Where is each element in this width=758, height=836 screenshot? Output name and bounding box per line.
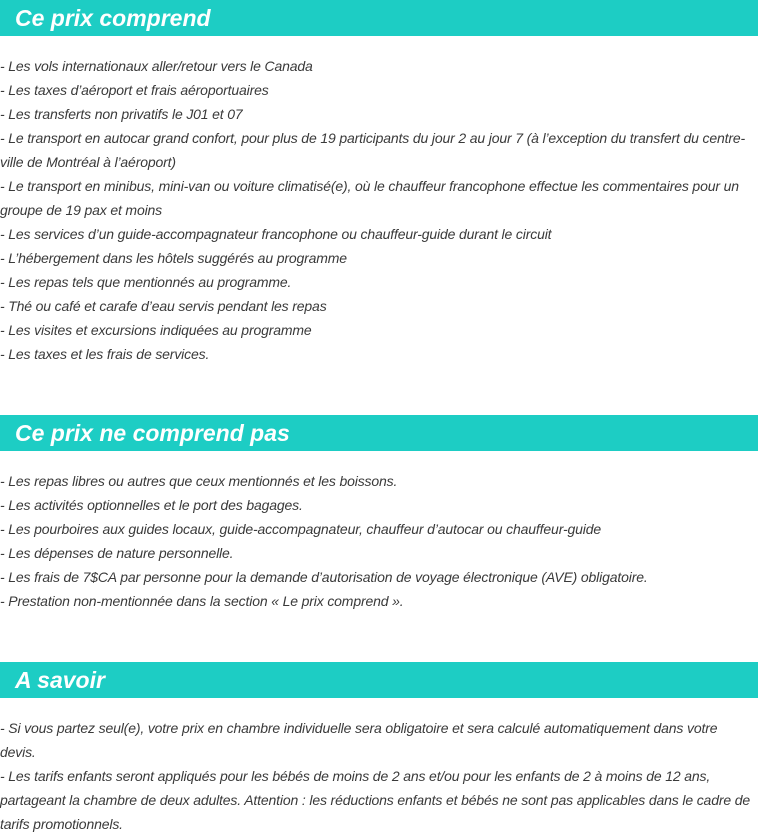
not-included-item: - Prestation non-mentionnée dans la section « Le prix comprend ».: [0, 593, 404, 609]
included-item: - Le transport en minibus, mini-van ou voiture climatisé(e), où le chauffeur francophone effectue les commentaires pour un groupe de 19 pax et moins: [0, 178, 739, 218]
included-list: [0, 54, 756, 366]
good-to-know-item: - Si vous partez seul(e), votre prix en chambre individuelle sera obligatoire et sera calculé automatiquement dans votre devis.: [0, 720, 718, 760]
section-title-included: Ce prix comprend: [15, 5, 211, 31]
included-item: - Le transport en autocar grand confort, pour plus de 19 participants du jour 2 au jour 7 (à l’exception du transfert du centre-ville de Montréal à l’aéroport): [0, 130, 746, 170]
not-included-item: - Les repas libres ou autres que ceux mentionnés et les boissons.: [0, 473, 398, 489]
included-item: - Thé ou café et carafe d’eau servis pendant les repas: [0, 298, 327, 314]
section-header-included: [0, 0, 758, 36]
not-included-item: - Les pourboires aux guides locaux, guide-accompagnateur, chauffeur d’autocar ou chauffeur-guide: [0, 521, 601, 537]
not-included-item: - Les dépenses de nature personnelle.: [0, 545, 234, 561]
not-included-list: [0, 469, 756, 613]
included-item: - Les visites et excursions indiquées au programme: [0, 322, 312, 338]
included-item: - Les vols internationaux aller/retour vers le Canada: [0, 58, 313, 74]
included-item: - Les services d’un guide-accompagnateur francophone ou chauffeur-guide durant le circuit: [0, 226, 552, 242]
section-header-not-included: [0, 415, 758, 451]
good-to-know-item: - Les tarifs enfants seront appliqués pour les bébés de moins de 2 ans et/ou pour les enfants de 2 à moins de 12 ans, partageant la chambre de deux adultes. Attention : les réductions enfants et bébés ne sont pas applicables dans le cadre de tarifs promotionnels.: [0, 768, 750, 832]
section-header-good-to-know: [0, 662, 758, 698]
included-item: - Les taxes et les frais de services.: [0, 346, 210, 362]
section-title-good-to-know: A savoir: [15, 667, 105, 693]
good-to-know-list: [0, 716, 756, 836]
included-item: - Les repas tels que mentionnés au programme.: [0, 274, 292, 290]
not-included-item: - Les activités optionnelles et le port des bagages.: [0, 497, 303, 513]
included-item: - L’hébergement dans les hôtels suggérés au programme: [0, 250, 347, 266]
included-item: - Les taxes d’aéroport et frais aéroportuaires: [0, 82, 269, 98]
not-included-item: - Les frais de 7$CA par personne pour la demande d’autorisation de voyage électronique (AVE) obligatoire.: [0, 569, 648, 585]
included-item: - Les transferts non privatifs le J01 et 07: [0, 106, 243, 122]
section-title-not-included: Ce prix ne comprend pas: [15, 420, 290, 446]
